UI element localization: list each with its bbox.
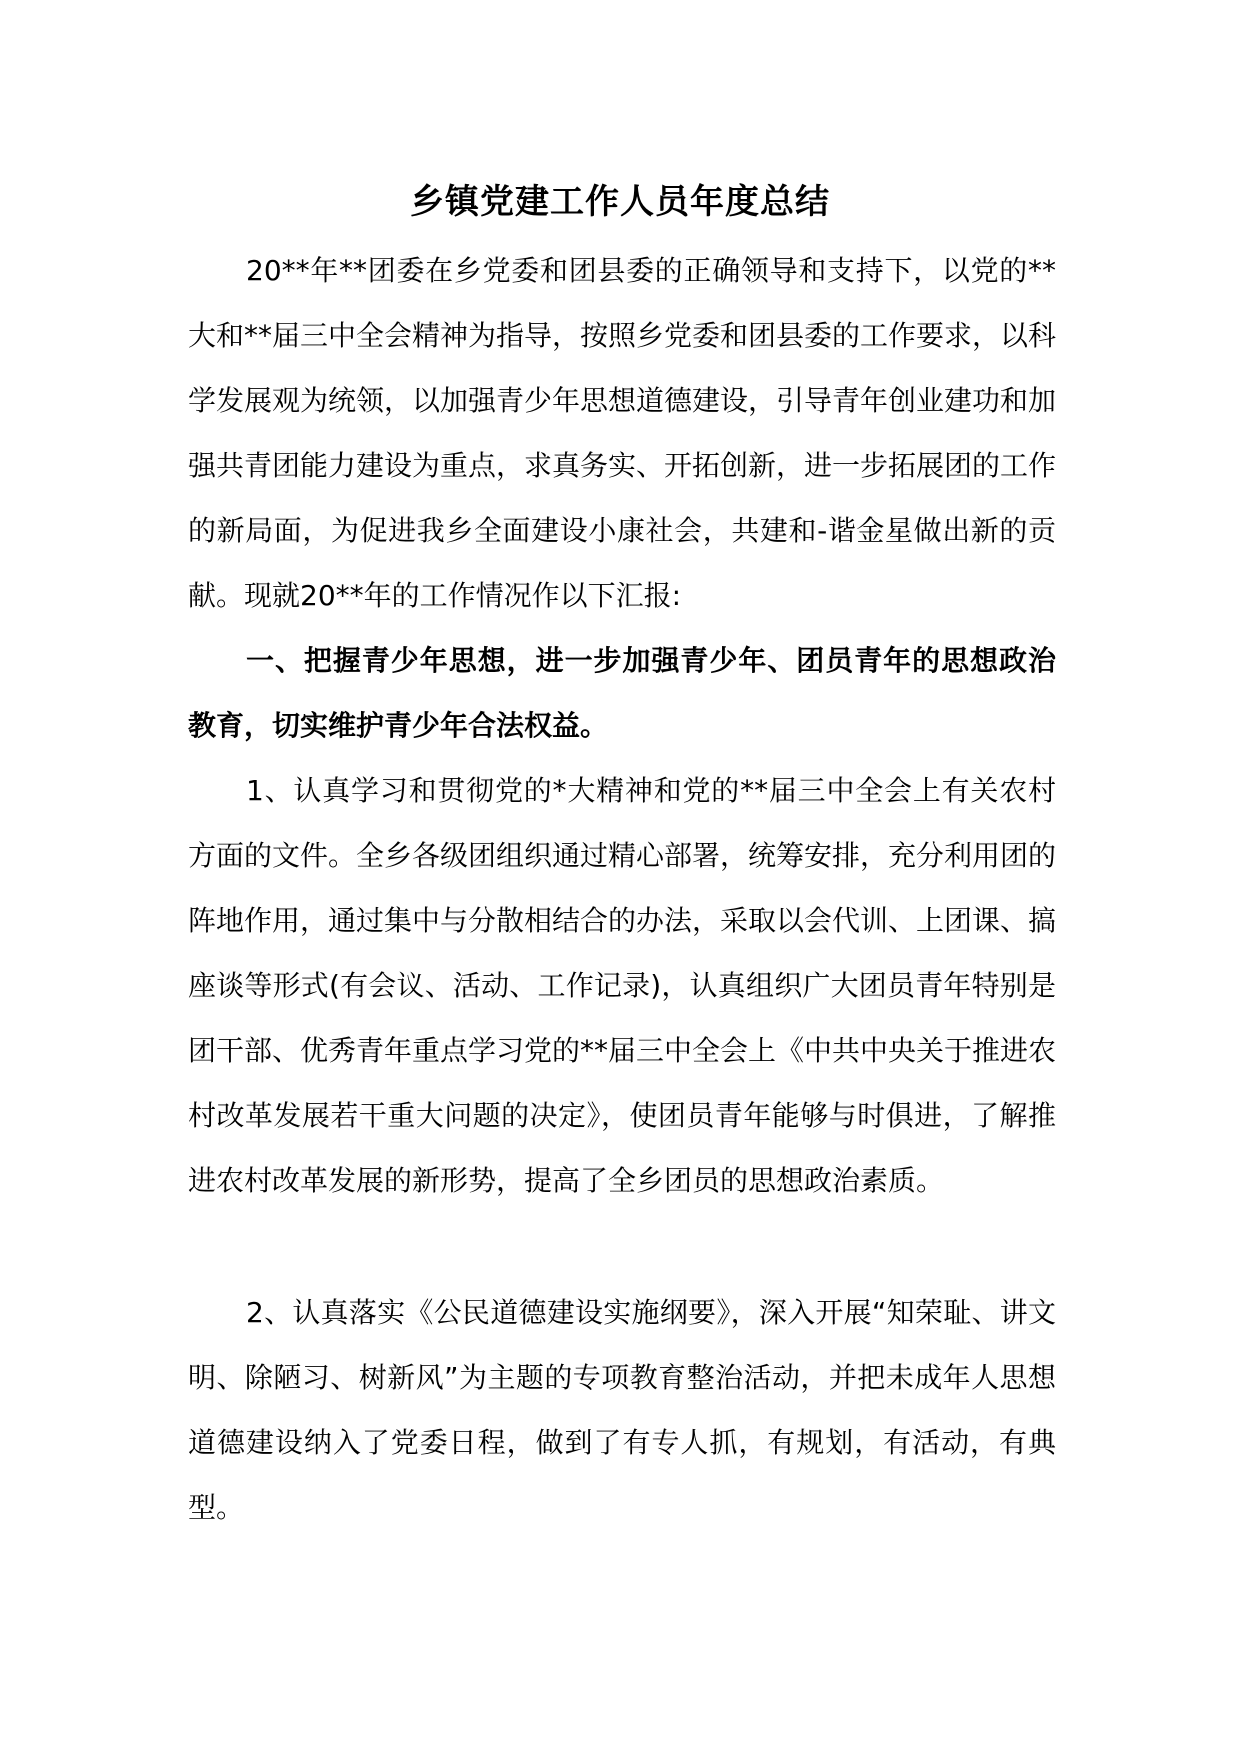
paragraph-item-1: 1、认真学习和贯彻党的*大精神和党的**届三中全会上有关农村方面的文件。全乡各级团组织通过精心部署，统筹安排，充分利用团的阵地作用，通过集中与分散相结合的办法，采取以会代训、上团课、搞座谈等形式(有会议、活动、工作记录)，认真组织广大团员青年特别是团干部、优秀青年重点学习党的**届三中全会上《中共中央关于推进农村改革发展若干重大问题的决定》，使团员青年能够与时俱进，了解推进农村改革发展的新形势，提高了全乡团员的思想政治素质。 — [188, 774, 1057, 1197]
paragraph-item-2: 2、认真落实《公民道德建设实施纲要》，深入开展“知荣耻、讲文明、除陋习、树新风”为主题的专项教育整治活动，并把未成年人思想道德建设纳入了党委日程，做到了有专人抓，有规划，有活动，有典型。 — [188, 1296, 1056, 1524]
paragraph-intro: 20**年**团委在乡党委和团县委的正确领导和支持下，以党的**大和**届三中全会精神为指导，按照乡党委和团县委的工作要求，以科学发展观为统领，以加强青少年思想道德建设，引导青年创业建功和加强共青团能力建设为重点，求真务实、开拓创新，进一步拓展团的工作的新局面，为促进我乡全面建设小康社会，共建和-谐金星做出新的贡献。现就20**年的工作情况作以下汇报: — [188, 254, 1057, 612]
document-title: 乡镇党建工作人员年度总结 — [410, 182, 830, 222]
section-heading-1: 一、把握青少年思想，进一步加强青少年、团员青年的思想政治教育，切实维护青少年合法权益。 — [188, 644, 1056, 742]
